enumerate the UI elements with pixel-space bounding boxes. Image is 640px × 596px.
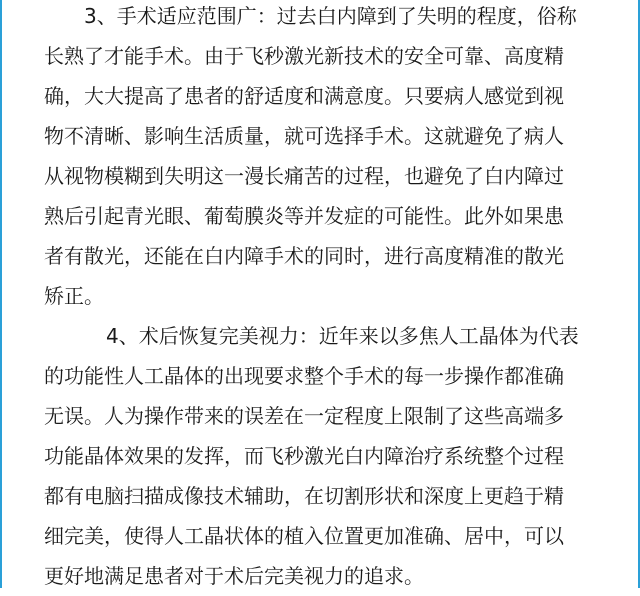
paragraph-line: 熟后引起青光眼、葡萄膜炎等并发症的可能性。此外如果患 <box>44 204 564 228</box>
paragraph-line: 4、术后恢复完美视力：近年来以多焦人工晶体为代表 <box>106 324 579 348</box>
paragraph-postoperative-vision <box>44 316 610 596</box>
left-border-rule <box>0 0 2 588</box>
paragraph-line: 都有电脑扫描成像技术辅助，在切割形状和深度上更趋于精 <box>44 484 564 508</box>
paragraph-line: 更好地满足患者对于术后完美视力的追求。 <box>44 564 424 588</box>
paragraph-line: 确，大大提高了患者的舒适度和满意度。只要病人感觉到视 <box>44 84 564 108</box>
paragraph-surgical-scope <box>44 0 610 316</box>
paragraph-line: 3、手术适应范围广：过去白内障到了失明的程度，俗称 <box>84 4 577 28</box>
paragraph-line: 细完美，使得人工晶状体的植入位置更加准确、居中，可以 <box>44 524 564 548</box>
paragraph-line: 的功能性人工晶体的出现要求整个手术的每一步操作都准确 <box>44 364 564 388</box>
paragraph-line: 矫正。 <box>44 284 104 308</box>
paragraph-line: 者有散光，还能在白内障手术的同时，进行高度精准的散光 <box>44 244 564 268</box>
paragraph-line: 无误。人为操作带来的误差在一定程度上限制了这些高端多 <box>44 404 564 428</box>
paragraph-line: 从视物模糊到失明这一漫长痛苦的过程，也避免了白内障过 <box>44 164 564 188</box>
article-body <box>44 0 610 596</box>
paragraph-line: 长熟了才能手术。由于飞秒激光新技术的安全可靠、高度精 <box>44 44 564 68</box>
paragraph-line: 物不清晰、影响生活质量，就可选择手术。这就避免了病人 <box>44 124 564 148</box>
paragraph-line: 功能晶体效果的发挥，而飞秒激光白内障治疗系统整个过程 <box>44 444 564 468</box>
